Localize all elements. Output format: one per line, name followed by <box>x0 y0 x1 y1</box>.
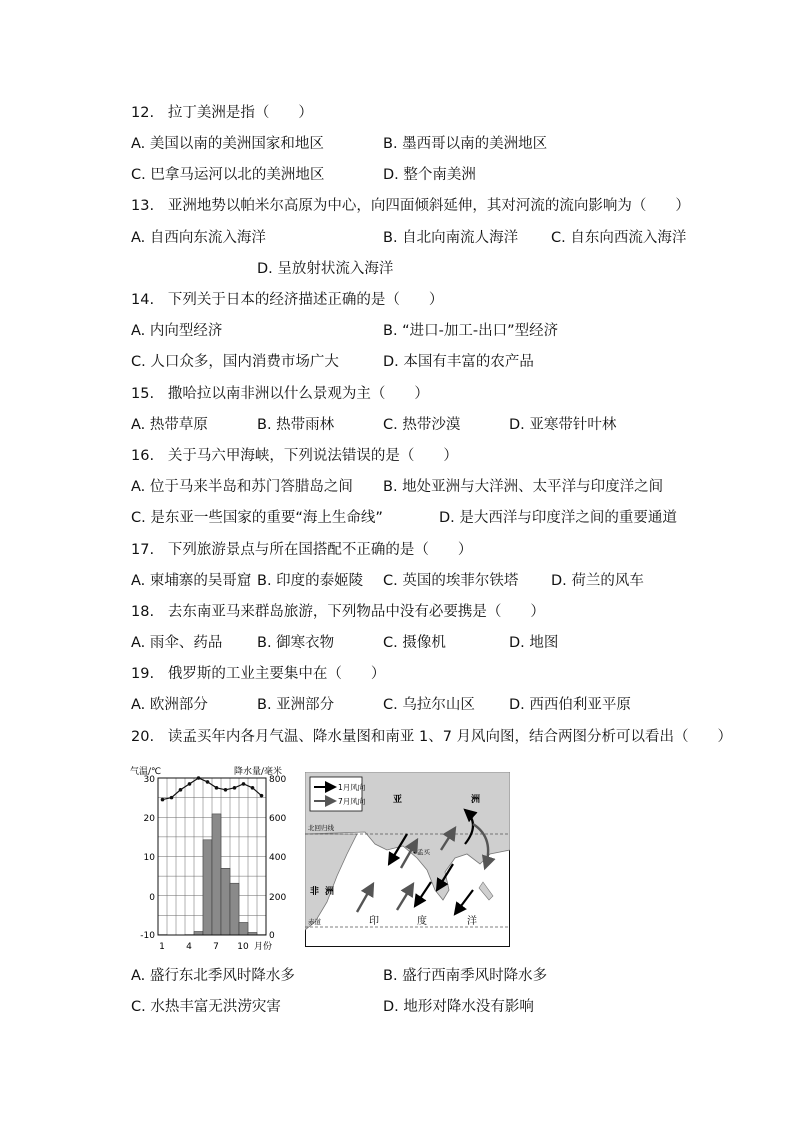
option-a[interactable]: A. 自西向东流入海洋 <box>131 230 266 246</box>
question-number: 16. <box>131 448 155 464</box>
temp-tick-0: 0 <box>149 893 155 903</box>
month-tick-10: 10 <box>237 942 249 950</box>
month-tick-7: 7 <box>213 942 219 950</box>
option-d[interactable]: D. 西西伯利亚平原 <box>509 697 631 713</box>
africa-label-1: 非 <box>310 887 320 897</box>
option-a[interactable]: A. 热带草原 <box>131 417 208 433</box>
precipitation-bars <box>158 814 266 935</box>
question-19 <box>131 665 385 683</box>
option-b[interactable]: B. 自北向南流人海洋 <box>383 230 519 246</box>
temp-tick-10: 10 <box>143 853 155 863</box>
precipitation-bar <box>230 883 239 935</box>
precip-tick-600: 600 <box>269 814 287 824</box>
temperature-point <box>188 782 192 786</box>
option-d[interactable]: D. 地图 <box>509 635 559 651</box>
option-a[interactable]: A. 欧洲部分 <box>131 697 208 713</box>
question-stem: 拉丁美洲是指（ ） <box>167 105 313 121</box>
precipitation-bar <box>239 922 248 935</box>
question-number: 17. <box>131 542 155 558</box>
precip-tick-800: 800 <box>269 775 287 785</box>
asia-label-1: 亚 <box>393 795 403 805</box>
option-b[interactable]: B. 地处亚洲与大洋洲、太平洋与印度洋之间 <box>383 479 664 495</box>
question-number: 19. <box>131 666 155 682</box>
mumbai-climate-chart <box>128 760 288 950</box>
question-number: 13. <box>131 198 155 214</box>
option-a[interactable]: A. 柬埔寨的吴哥窟 <box>131 573 252 589</box>
option-b[interactable]: B. 印度的泰姬陵 <box>257 573 364 589</box>
month-tick-4: 4 <box>186 942 192 950</box>
south-asia-wind-map <box>305 772 510 947</box>
month-tick-1: 1 <box>159 942 165 950</box>
temperature-point <box>179 788 183 792</box>
question-14 <box>131 291 443 309</box>
precipitation-axis-label: 降水量/毫米 <box>233 767 282 777</box>
ocean-label-2: 度 <box>417 916 427 927</box>
equator-label: 赤道 <box>308 918 321 926</box>
temperature-point <box>260 794 264 798</box>
option-d[interactable]: D. 荷兰的风车 <box>551 573 644 589</box>
mumbai-label: 孟买 <box>417 848 430 856</box>
tropic-label: 北回归线 <box>308 824 334 832</box>
precipitation-bar <box>194 931 203 935</box>
temp-tick-neg10: -10 <box>140 931 155 941</box>
question-stem: 撒哈拉以南非洲以什么景观为主（ ） <box>167 386 429 402</box>
option-a[interactable]: A. 位于马来半岛和苏门答腊岛之间 <box>131 479 353 495</box>
option-a[interactable]: A. 雨伞、药品 <box>131 635 223 651</box>
option-c[interactable]: C. 自东向西流入海洋 <box>551 230 687 246</box>
option-c[interactable]: C. 乌拉尔山区 <box>383 697 475 713</box>
question-20 <box>131 728 732 746</box>
option-d[interactable]: D. 呈放射状流入海洋 <box>257 261 394 277</box>
question-17 <box>131 541 472 559</box>
option-b[interactable]: B. 御寒衣物 <box>257 635 335 651</box>
option-b[interactable]: B. 墨西哥以南的美洲地区 <box>383 136 548 152</box>
question-16 <box>131 447 458 465</box>
question-number: 15. <box>131 386 155 402</box>
option-d[interactable]: D. 本国有丰富的农产品 <box>383 354 534 370</box>
option-c[interactable]: C. 英国的埃菲尔铁塔 <box>383 573 519 589</box>
legend-jul-label: 7月风向 <box>338 797 366 806</box>
option-c[interactable]: C. 人口众多，国内消费市场广大 <box>131 354 339 370</box>
option-c[interactable]: C. 巴拿马运河以北的美洲地区 <box>131 167 325 183</box>
africa-label-2: 洲 <box>325 887 335 897</box>
ocean-label-3: 洋 <box>467 916 477 927</box>
question-stem: 去东南亚马来群岛旅游，下列物品中没有必要携是（ ） <box>167 604 545 620</box>
asia-label-2: 洲 <box>471 795 481 805</box>
temperature-point <box>224 788 228 792</box>
question-number: 12. <box>131 105 155 121</box>
question-stem: 亚洲地势以帕米尔高原为中心，向四面倾斜延伸，其对河流的流向影响为（ ） <box>167 198 690 214</box>
question-15 <box>131 385 429 403</box>
question-number: 18. <box>131 604 155 620</box>
question-number: 14. <box>131 292 155 308</box>
question-stem: 关于马六甲海峡，下列说法错误的是（ ） <box>167 448 458 464</box>
temperature-point <box>242 782 246 786</box>
option-a[interactable]: A. 盛行东北季风时降水多 <box>131 968 295 984</box>
precipitation-bar <box>212 814 221 935</box>
option-a[interactable]: A. 内向型经济 <box>131 323 223 339</box>
option-d[interactable]: D. 亚寒带针叶林 <box>509 417 617 433</box>
option-b[interactable]: B. “进口-加工-出口”型经济 <box>383 323 559 339</box>
option-c[interactable]: C. 是东亚一些国家的重要“海上生命线” <box>131 510 383 526</box>
temperature-point <box>170 796 174 800</box>
temperature-point <box>251 786 255 790</box>
question-18 <box>131 603 545 621</box>
option-a[interactable]: A. 美国以南的美洲国家和地区 <box>131 136 324 152</box>
precip-tick-200: 200 <box>269 893 287 903</box>
mumbai-dot <box>413 850 416 853</box>
temperature-point <box>206 780 210 784</box>
temperature-point <box>215 786 219 790</box>
temperature-point <box>161 798 165 802</box>
legend-jan-label: 1月风向 <box>338 783 366 792</box>
month-axis-label: 月份 <box>253 942 273 950</box>
option-b[interactable]: B. 盛行西南季风时降水多 <box>383 968 548 984</box>
precip-tick-400: 400 <box>269 853 287 863</box>
ocean-label-1: 印 <box>369 916 379 927</box>
temperature-point <box>233 786 237 790</box>
option-b[interactable]: B. 热带雨林 <box>257 417 335 433</box>
option-c[interactable]: C. 摄像机 <box>383 635 446 651</box>
option-d[interactable]: D. 整个南美洲 <box>383 167 476 183</box>
option-b[interactable]: B. 亚洲部分 <box>257 697 335 713</box>
question-12 <box>131 104 313 122</box>
precip-tick-0: 0 <box>269 931 275 941</box>
question-stem: 下列关于日本的经济描述正确的是（ ） <box>167 292 444 308</box>
precipitation-bar <box>221 868 230 935</box>
temp-tick-20: 20 <box>143 814 155 824</box>
precipitation-bar <box>203 840 212 935</box>
temp-tick-30: 30 <box>143 775 155 785</box>
question-number: 20. <box>131 729 155 745</box>
question-13 <box>131 197 690 215</box>
question-stem: 俄罗斯的工业主要集中在（ ） <box>167 666 386 682</box>
question-stem: 读孟买年内各月气温、降水量图和南亚 1、7 月风向图，结合两图分析可以看出（ ） <box>167 729 733 745</box>
option-c[interactable]: C. 水热丰富无洪涝灾害 <box>131 999 281 1015</box>
option-c[interactable]: C. 热带沙漠 <box>383 417 461 433</box>
question-stem: 下列旅游景点与所在国搭配不正确的是（ ） <box>167 542 473 558</box>
option-d[interactable]: D. 地形对降水没有影响 <box>383 999 534 1015</box>
temperature-axis-label: 气温/℃ <box>130 767 162 777</box>
option-d[interactable]: D. 是大西洋与印度洋之间的重要通道 <box>439 510 677 526</box>
